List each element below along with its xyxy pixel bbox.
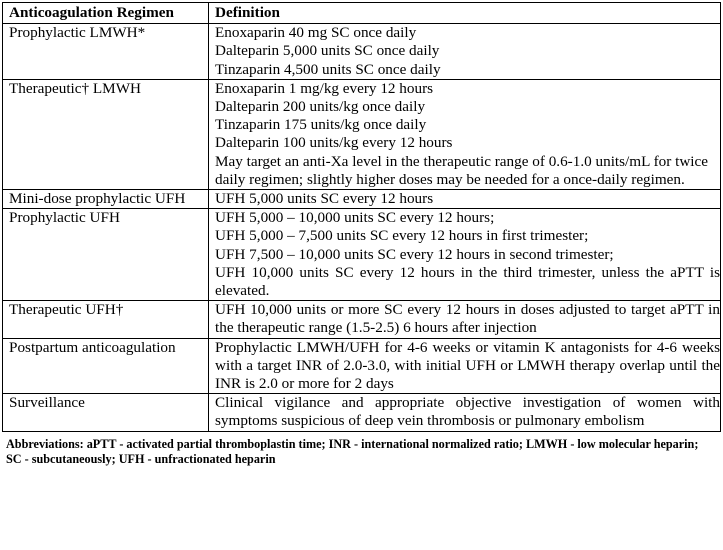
definition-line: May target an anti-Xa level in the therapeutic range of 0.6-1.0 units/mL for twice daily regimen; slightly higher doses may be needed for a once-daily regimen.	[215, 152, 708, 188]
regimen-cell: Therapeutic UFH†	[3, 301, 209, 338]
table-header-row	[3, 3, 721, 24]
definition-line: Enoxaparin 1 mg/kg every 12 hours	[215, 79, 434, 97]
definition-cell	[209, 394, 721, 431]
table-row	[3, 79, 721, 189]
anticoagulation-regimen-table	[2, 2, 721, 432]
definition-line: Dalteparin 100 units/kg every 12 hours	[215, 134, 453, 152]
table-row	[3, 24, 721, 80]
regimen-cell: Postpartum anticoagulation	[3, 338, 209, 394]
column-header-definition: Definition	[209, 3, 721, 24]
definition-line: Dalteparin 200 units/kg once daily	[215, 98, 426, 116]
table-row	[3, 209, 721, 301]
regimen-cell: Mini-dose prophylactic UFH	[3, 190, 209, 209]
regimen-cell: Prophylactic UFH	[3, 209, 209, 301]
table-row	[3, 301, 721, 338]
definition-line: UFH 10,000 units or more SC every 12 hours in doses adjusted to target aPTT in the therapeutic range (1.5-2.5) 6 hours after injection	[215, 301, 720, 337]
regimen-table-container	[2, 2, 720, 467]
definition-cell	[209, 79, 721, 189]
table-row	[3, 338, 721, 394]
definition-line: UFH 5,000 units SC every 12 hours	[215, 190, 434, 208]
table-row	[3, 190, 721, 209]
definition-line: UFH 5,000 – 10,000 units SC every 12 hours;	[215, 209, 495, 227]
definition-line: Dalteparin 5,000 units SC once daily	[215, 42, 440, 60]
definition-line: UFH 5,000 – 7,500 units SC every 12 hours in first trimester;	[215, 227, 589, 245]
definition-cell	[209, 338, 721, 394]
definition-line: UFH 10,000 units SC every 12 hours in the third trimester, unless the aPTT is elevated.	[215, 263, 720, 300]
definition-line: Clinical vigilance and appropriate objective investigation of women with symptoms suspicious of deep vein thrombosis or pulmonary embolism	[215, 394, 720, 430]
definition-line: Enoxaparin 40 mg SC once daily	[215, 24, 417, 42]
regimen-cell: Therapeutic† LMWH	[3, 79, 209, 189]
definition-line: Prophylactic LMWH/UFH for 4-6 weeks or vitamin K antagonists for 4-6 weeks with a target INR of 2.0-3.0, with initial UFH or LMWH therapy overlap until the INR is 2.0 or more for 2 days	[215, 338, 720, 393]
definition-cell	[209, 209, 721, 301]
definition-cell	[209, 301, 721, 338]
definition-line: Tinzaparin 4,500 units SC once daily	[215, 60, 441, 78]
definition-cell	[209, 24, 721, 80]
definition-cell	[209, 190, 721, 209]
definition-line: UFH 7,500 – 10,000 units SC every 12 hours in second trimester;	[215, 245, 614, 263]
table-row	[3, 394, 721, 431]
definition-line: Tinzaparin 175 units/kg once daily	[215, 116, 427, 134]
abbreviations-footnote: Abbreviations: aPTT - activated partial thromboplastin time; INR - international normalized ratio; LMWH - low molecular heparin; SC - subcutaneously; UFH - unfractionated heparin	[6, 436, 699, 466]
regimen-cell: Surveillance	[3, 394, 209, 431]
regimen-cell: Prophylactic LMWH*	[3, 24, 209, 80]
column-header-regimen: Anticoagulation Regimen	[3, 3, 209, 24]
